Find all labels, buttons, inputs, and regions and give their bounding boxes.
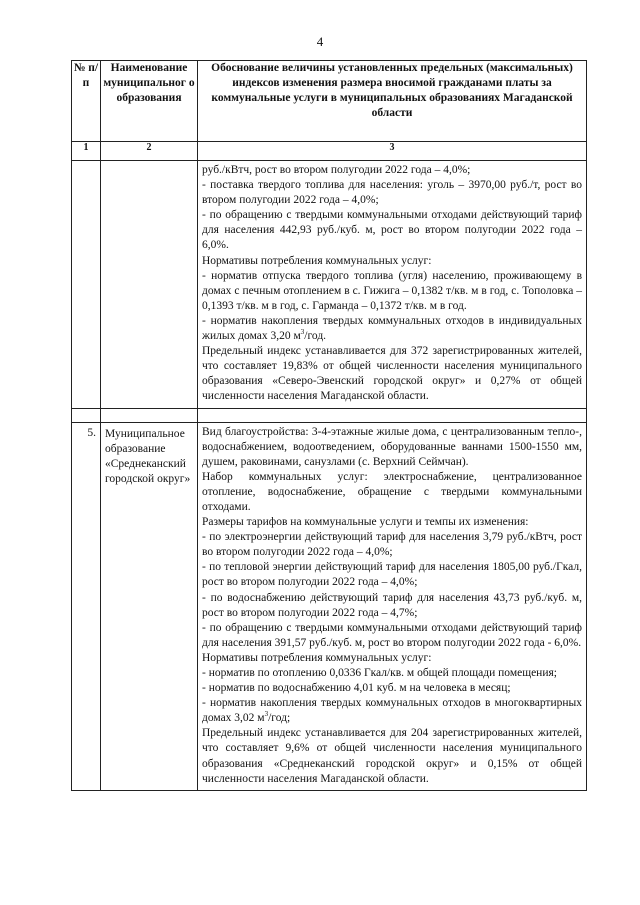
table-row [72, 161, 587, 409]
text-line: руб./кВтч, рост во втором полугодии 2022 года – 4,0%; [202, 164, 471, 176]
text-line: - норматив отпуска твердого топлива (угля) населению, проживающему в домах с печным отоплением в с. Гижига – 0,1382 т/кв. м в год, с. Тополовка – 0,1393 т/кв. м в год, с. Гарманда – 0,1372 т/кв. м в год. [202, 269, 582, 312]
municipality-name: Муниципальное образование «Среднеканский городской округ» [101, 422, 198, 790]
superscript: 3 [264, 710, 269, 719]
justification-cell [198, 161, 587, 409]
column-number-row [72, 142, 587, 161]
text-line: - норматив по отоплению 0,0336 Гкал/кв. м общей площади помещения; [202, 667, 557, 679]
justification-table [71, 60, 587, 791]
text-line: Предельный индекс устанавливается для 204 зарегистрированных жителей, что составляет 9,6% от общей численности населения муниципального образования «Среднеканский городской округ» и 0,15% от общей численности населения Магаданской области. [202, 727, 582, 785]
text-line: Набор коммунальных услуг: электроснабжение, централизованное отопление, водоснабжение, обращение с твердыми коммунальными отходами. [202, 470, 582, 513]
text-line: - по обращению с твердыми коммунальными отходами действующий тариф для населения 391,57 руб./куб. м, рост во втором полугодии 2022 года - 6,0%. [202, 621, 582, 649]
text-line: - норматив по водоснабжению 4,01 куб. м на человека в месяц; [202, 682, 511, 695]
row-number-cell [72, 161, 101, 409]
column-number: 2 [101, 142, 198, 161]
column-number: 1 [72, 142, 101, 161]
text-line: Нормативы потребления коммунальных услуг: [202, 651, 432, 664]
text-fragment: /год. [304, 330, 327, 343]
table-row [72, 422, 587, 790]
text-line: - поставка твердого топлива для населения: уголь – 3970,00 руб./т, рост во втором полугодии 2022 года – 4,0%; [202, 179, 582, 207]
text-fragment: - норматив накопления твердых коммунальных отходов в многоквартирных домах 3,02 м [202, 697, 582, 725]
text-fragment: - норматив накопления твердых коммунальных отходов в индивидуальных жилых домах 3,20 м [202, 314, 582, 343]
header-number: № п/п [72, 61, 101, 142]
text-line: - по водоснабжению действующий тариф для населения 43,73 руб./куб. м, рост во втором полугодии 2022 года – 4,7%; [202, 591, 582, 619]
text-line: - по электроэнергии действующий тариф для населения 3,79 руб./кВтч, рост во втором полугодии 2022 года – 4,0%; [202, 531, 582, 559]
column-number: 3 [198, 142, 587, 161]
gap-cell [72, 408, 101, 422]
text-line: Предельный индекс устанавливается для 372 зарегистрированных жителей, что составляет 19,83% от общей численности населения муниципального образования «Северо-Эвенский городской округ» и 0,27% от общей численности населения Магаданской области. [202, 345, 582, 403]
text-fragment: /год; [268, 712, 291, 725]
text-line: Нормативы потребления коммунальных услуг: [202, 254, 432, 267]
gap-cell [198, 408, 587, 422]
gap-cell [101, 408, 198, 422]
municipality-cell [101, 161, 198, 409]
text-line: - по обращению с твердыми коммунальными отходами действующий тариф для населения 442,93 руб./куб. м, рост во втором полугодии 2022 года – 6,0%. [202, 209, 582, 252]
text-line [202, 696, 582, 726]
row-gap [72, 408, 587, 422]
text-line: - по тепловой энергии действующий тариф для населения 1805,00 руб./Гкал, рост во втором полугодии 2022 года – 4,0%; [202, 561, 582, 589]
header-municipality: Наименование муниципальног о образования [101, 61, 198, 142]
row-number: 5. [72, 422, 101, 790]
justification-cell [198, 422, 587, 790]
table-header-row [72, 61, 587, 142]
text-line: Вид благоустройства: 3-4-этажные жилые дома, с централизованным тепло-, водоснабжением, водоотведением, оборудованные ваннами 1500-1550 мм, душем, раковинами, санузлами (с. Верхний Сеймчан). [202, 425, 582, 468]
page-number: 4 [316, 34, 324, 49]
superscript: 3 [300, 328, 305, 337]
text-line: Размеры тарифов на коммунальные услуги и темпы их изменения: [202, 516, 529, 529]
text-line [202, 314, 582, 344]
header-justification: Обоснование величины установленных предельных (максимальных) индексов изменения размера вносимой гражданами платы за коммунальные услуги в муниципальных образованиях Магаданской области [198, 61, 587, 142]
